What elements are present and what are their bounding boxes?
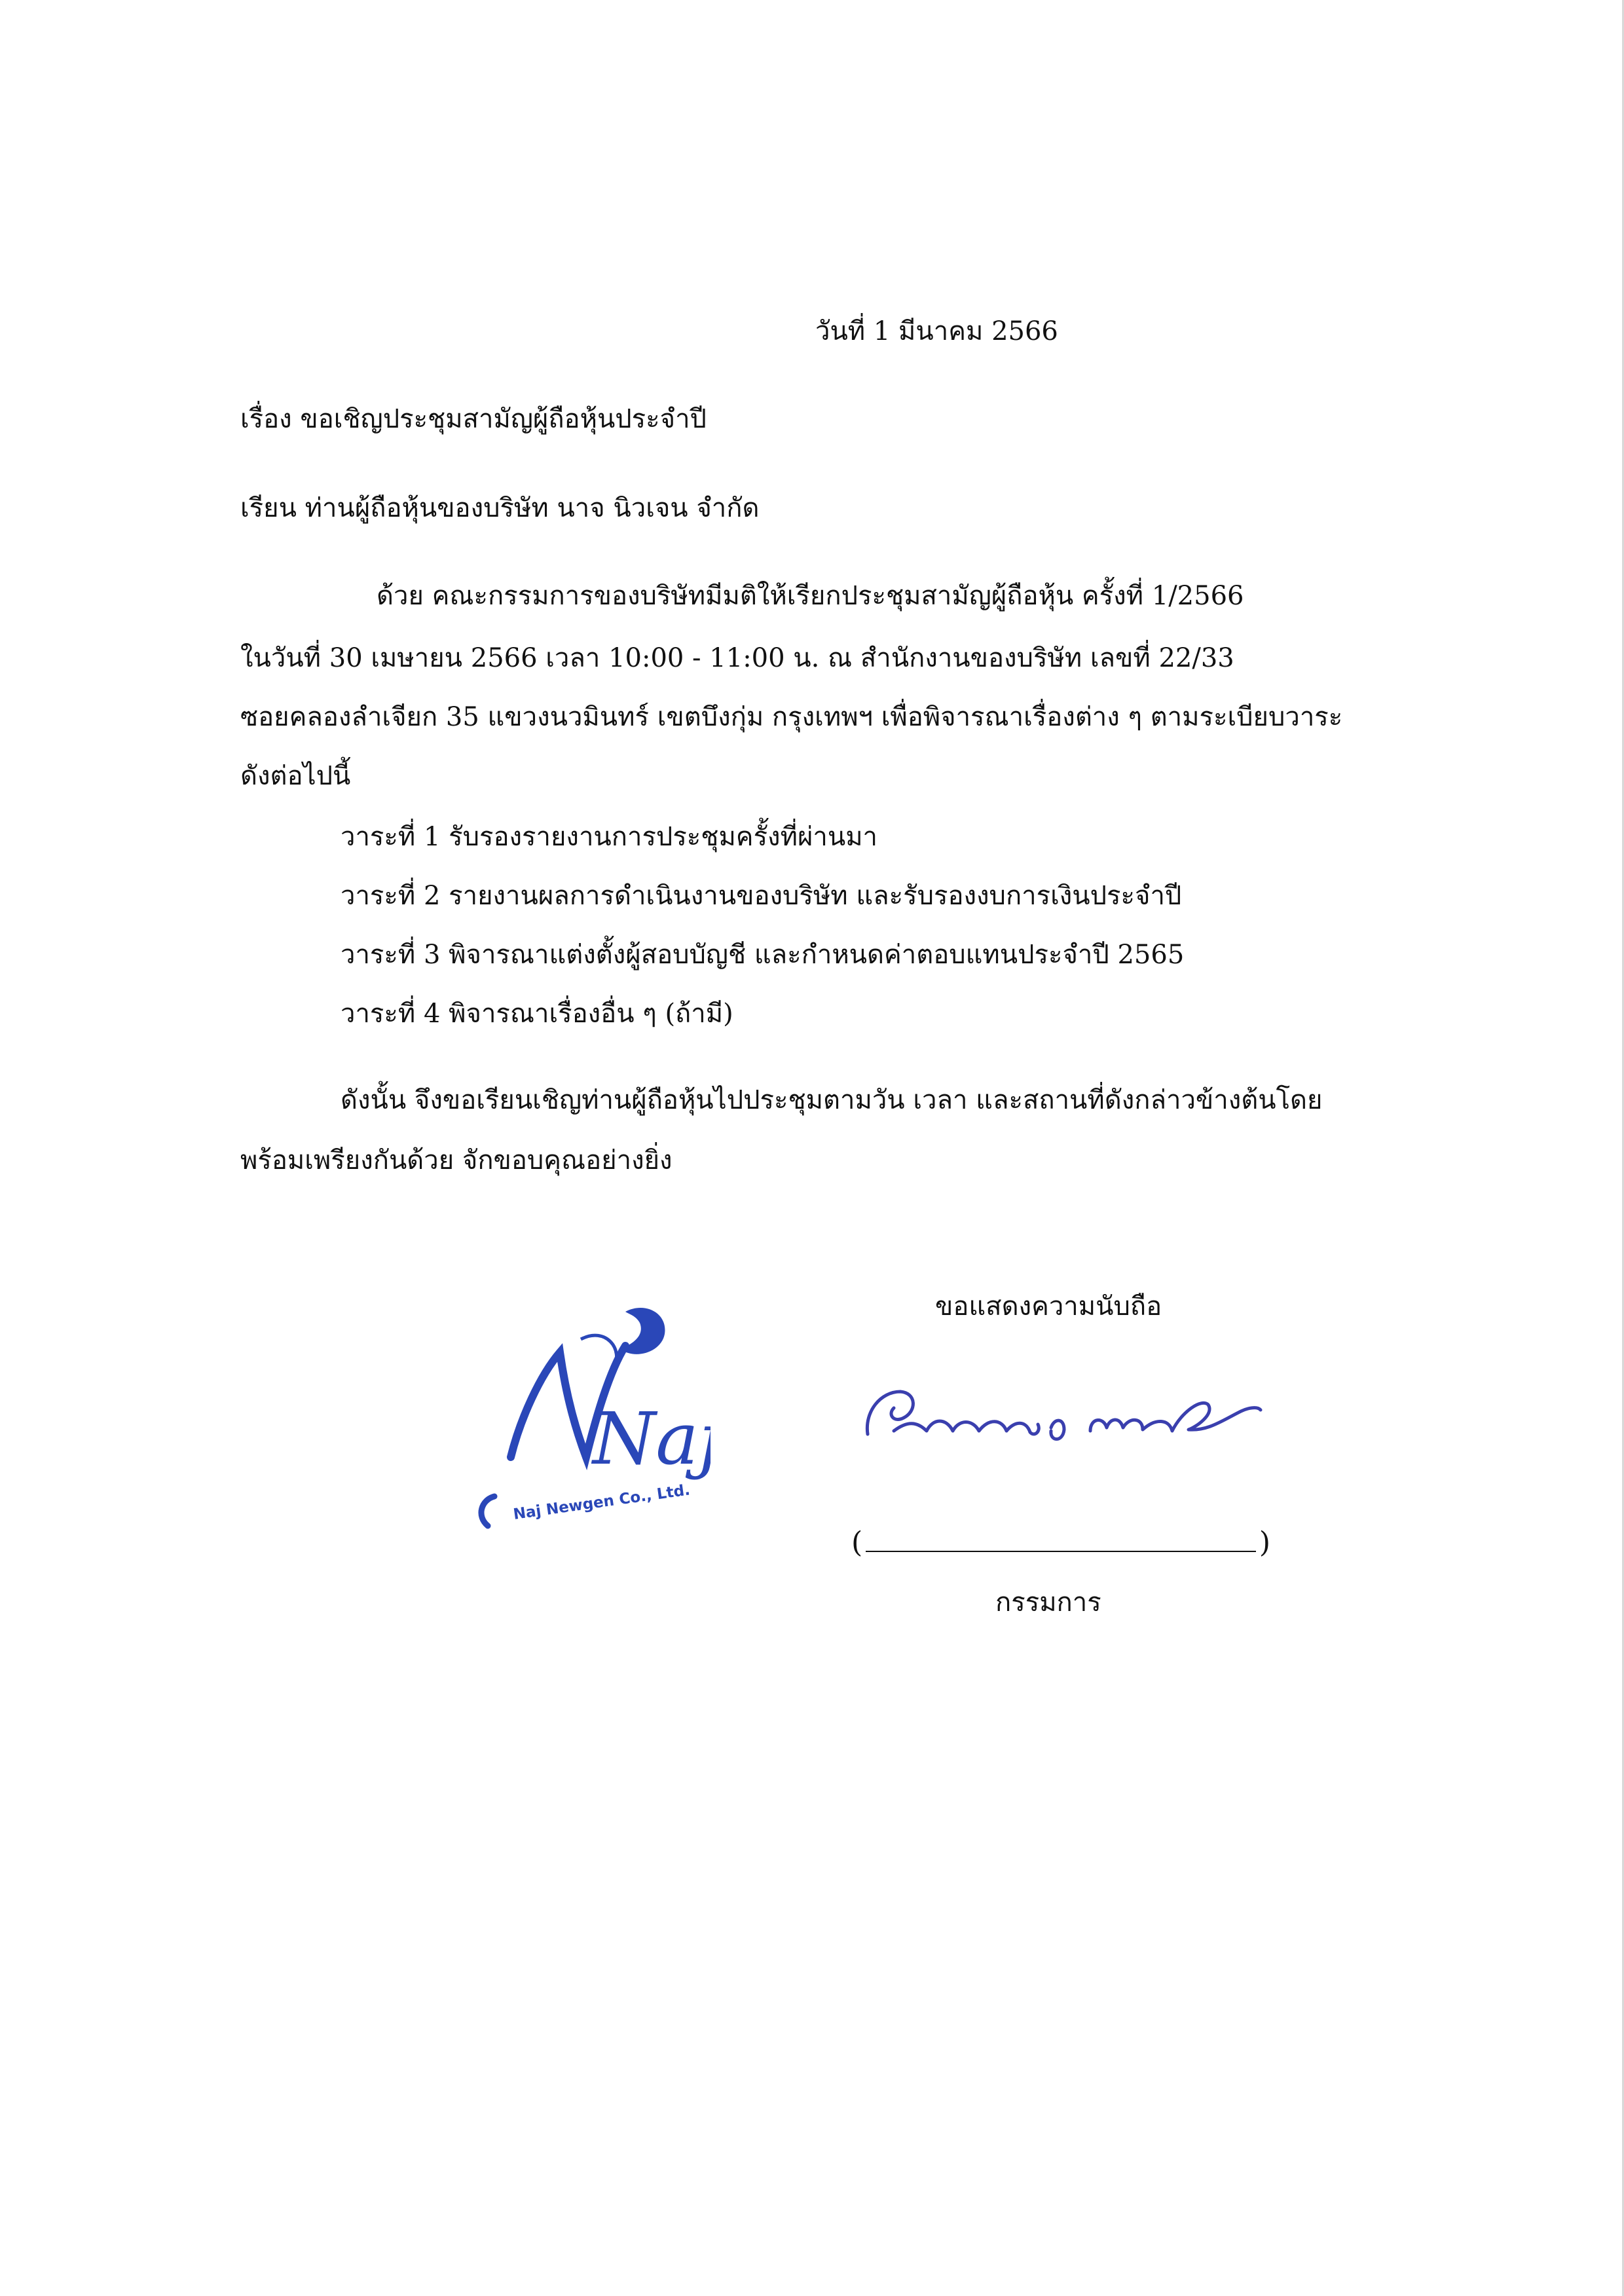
logo-caption: Naj Newgen Co., Ltd. xyxy=(512,1481,692,1523)
company-logo xyxy=(468,1300,710,1536)
closing-line: ดังนั้น จึงขอเรียนเชิญท่านผู้ถือหุ้นไปประชุมตามวัน เวลา และสถานที่ดังกล่าวข้างต้นโดย xyxy=(341,1085,1323,1115)
body-line: ด้วย คณะกรรมการของบริษัทมีมติให้เรียกประชุมสามัญผู้ถือหุ้น ครั้งที่ 1/2566 xyxy=(377,581,1244,611)
letter-subject: เรื่อง ขอเชิญประชุมสามัญผู้ถือหุ้นประจำปี xyxy=(240,404,707,434)
body-line: ในวันที่ 30 เมษายน 2566 เวลา 10:00 - 11:00 น. ณ สำนักงานของบริษัท เลขที่ 22/33 xyxy=(240,643,1234,673)
logo-wordmark: Naj xyxy=(593,1397,710,1481)
signature-line xyxy=(851,1526,1270,1559)
letter-addressee: เรียน ท่านผู้ถือหุ้นของบริษัท นาจ นิวเจน จำกัด xyxy=(240,493,760,523)
closing-line: พร้อมเพรียงกันด้วย จักขอบคุณอย่างยิ่ง xyxy=(240,1145,673,1176)
body-line: ซอยคลองลำเจียก 35 แขวงนวมินทร์ เขตบึงกุ่ม กรุงเทพฯ เพื่อพิจารณาเรื่องต่าง ๆ ตามระเบียบวาระ xyxy=(240,702,1343,732)
agenda-item: วาระที่ 1 รับรองรายงานการประชุมครั้งที่ผ่านมา xyxy=(341,822,878,852)
agenda-item: วาระที่ 3 พิจารณาแต่งตั้งผู้สอบบัญชี และกำหนดค่าตอบแทนประจำปี 2565 xyxy=(341,940,1185,970)
agenda-item: วาระที่ 2 รายงานผลการดำเนินงานของบริษัท และรับรองงบการเงินประจำปี xyxy=(341,881,1182,911)
signer-title: กรรมการ xyxy=(995,1587,1101,1618)
letter-date: วันที่ 1 มีนาคม 2566 xyxy=(815,316,1058,346)
body-line: ดังต่อไปนี้ xyxy=(240,761,351,791)
handwritten-signature xyxy=(855,1365,1274,1457)
signature-rule xyxy=(866,1551,1256,1552)
sign-off: ขอแสดงความนับถือ xyxy=(935,1291,1162,1322)
signature-close-paren: ) xyxy=(1259,1526,1270,1559)
signature-open-paren: ( xyxy=(851,1526,863,1559)
agenda-item: วาระที่ 4 พิจารณาเรื่องอื่น ๆ (ถ้ามี) xyxy=(341,999,733,1029)
